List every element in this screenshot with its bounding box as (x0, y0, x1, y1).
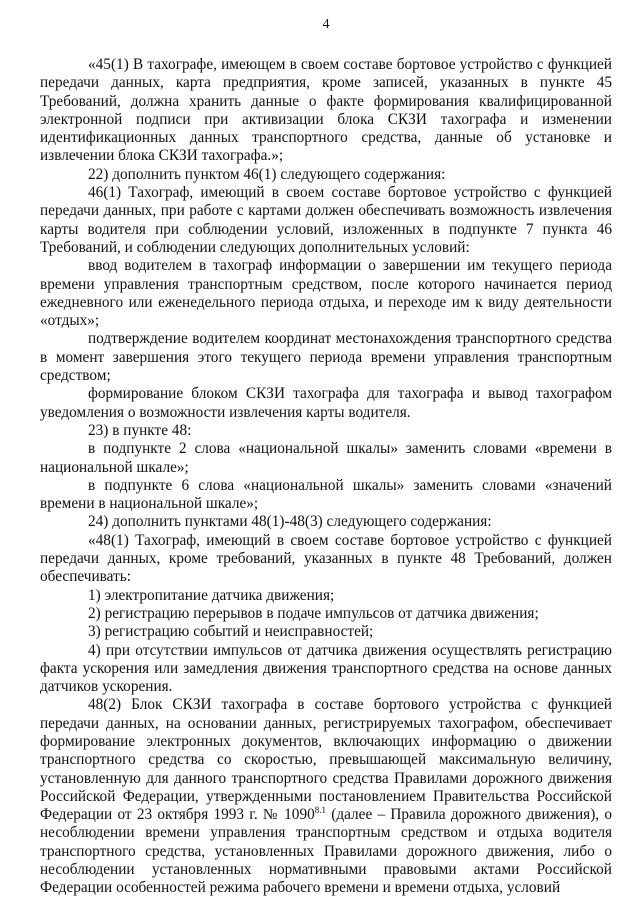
footnote-superscript: 8.1 (314, 805, 326, 816)
paragraph-48-1: «48(1) Тахограф, имеющий в своем составе бортовое устройство с функцией передачи данных, кроме требований, указанных в пункте 48 Требований, должен обеспечивать: (40, 531, 612, 586)
paragraph-48-2-text-start: 48(2) Блок СКЗИ тахографа в составе бортового устройства с функцией передачи данных, на основании данных, регистрируемых тахографом, обеспечивает формирование электронных документов, включающих информацию о движении транспортного средства со скоростью, превышающей максимальную величину, установленную для данного транспортного средства Правилами дорожного движения Российской Федерации, утвержденными постановлением Правительства Российской Федерации от 23 октября 1993 г. № 1090 (40, 696, 612, 824)
paragraph-48-2-text-end: (далее – Правила дорожного движения), о несоблюдении времени управления транспортным средством и отдыха водителя транспортного средства, установленных Правилами дорожного движения, либо о несоблюдении установленных нормативными правовыми актами Российской Федерации особенностей режима рабочего времени и времени отдыха, условий (40, 806, 612, 897)
paragraph-item-23: 23) в пункте 48: (88, 421, 192, 439)
paragraph-item-22: 22) дополнить пунктом 46(1) следующего содержания: (88, 165, 446, 183)
paragraph-condition-notification: формирование блоком СКЗИ тахографа для тахографа и вывод тахографом уведомления о возможности извлечения карты водителя. (40, 385, 612, 421)
paragraph-45-1: «45(1) В тахографе, имеющем в своем составе бортовое устройство с функцией передачи данных, карта предприятия, кроме записей, указанных в пункте 45 Требований, должна хранить данные о факте формирования квалифицированной электронной подписи при активизации блока СКЗИ тахографа и изменении идентификационных данных транспортного средства, данные об установке и извлечении блока СКЗИ тахографа.»; (40, 56, 612, 165)
document-body (40, 56, 612, 898)
paragraph-item-24: 24) дополнить пунктами 48(1)-48(3) следующего содержания: (88, 513, 492, 531)
list-item-acceleration: 4) при отсутствии импульсов от датчика движения осуществлять регистрацию факта ускорения или замедления движения транспортного средства на основе данных датчиков ускорения. (40, 641, 612, 696)
paragraph-48-2 (40, 696, 612, 897)
page-number: 4 (322, 17, 330, 32)
paragraph-condition-coordinates: подтверждение водителем координат местонахождения транспортного средства в момент завершения этого текущего периода времени управления транспортным средством; (40, 330, 612, 385)
paragraph-46-1: 46(1) Тахограф, имеющий в своем составе бортовое устройство с функцией передачи данных, при работе с картами должен обеспечивать возможность извлечения карты водителя при соблюдении условий, изложенных в подпункте 7 пункта 46 Требований, и соблюдении следующих дополнительных условий: (40, 184, 612, 256)
list-item-power-supply: 1) электропитание датчика движения; (88, 586, 335, 604)
paragraph-condition-input: ввод водителем в тахограф информации о завершении им текущего периода времени управления транспортным средством, после которого начинается период ежедневного или еженедельного периода отдыха, и переходе им к виду деятельности «отдых»; (40, 257, 612, 330)
paragraph-subitem-2: в подпункте 2 слова «национальной шкалы» заменить словами «времени в национальной шкале»; (40, 440, 612, 476)
paragraph-subitem-6: в подпункте 6 слова «национальной шкалы» заменить словами «значений времени в национальной шкале»; (40, 476, 612, 513)
list-item-pulse-interruptions: 2) регистрацию перерывов в подаче импульсов от датчика движения; (88, 604, 539, 622)
list-item-events-faults: 3) регистрацию событий и неисправностей; (88, 623, 374, 641)
